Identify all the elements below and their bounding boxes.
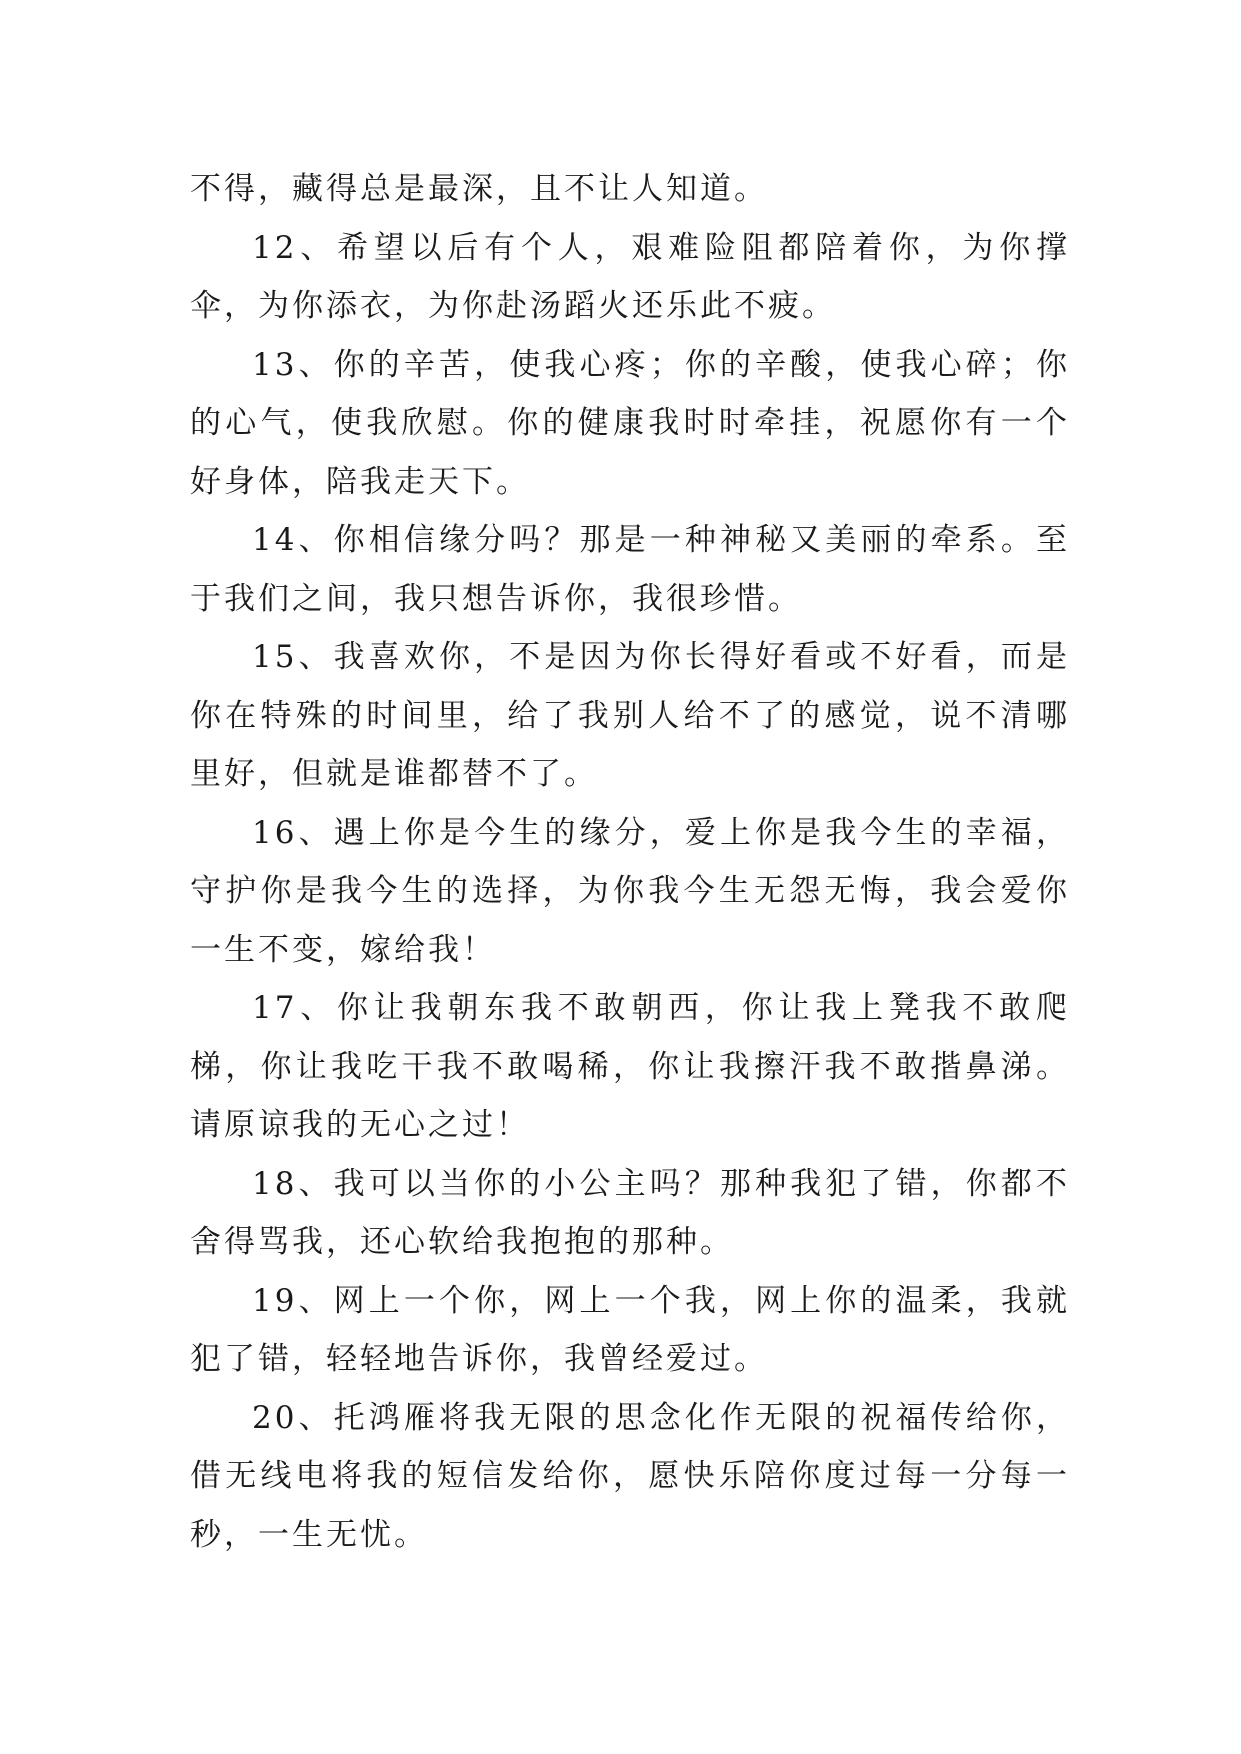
paragraph-continuation: 不得，藏得总是最深，且不让人知道。 bbox=[190, 171, 768, 207]
paragraph-item-14: 14、你相信缘分吗？那是一种神秘又美丽的牵系。至于我们之间，我只想告诉你，我很珍惜。 bbox=[190, 522, 1070, 617]
paragraph-item-20: 20、托鸿雁将我无限的思念化作无限的祝福传给你，借无线电将我的短信发给你，愿快乐陪你度过每一分每一秒，一生无忧。 bbox=[190, 1399, 1070, 1553]
paragraph-item-17: 17、你让我朝东我不敢朝西，你让我上凳我不敢爬梯，你让我吃干我不敢喝稀，你让我擦汗我不敢揩鼻涕。请原谅我的无心之过！ bbox=[190, 990, 1070, 1143]
paragraph-item-16: 16、遇上你是今生的缘分，爱上你是我今生的幸福，守护你是我今生的选择，为你我今生无怨无悔，我会爱你一生不变，嫁给我！ bbox=[190, 814, 1070, 968]
document-body bbox=[190, 160, 1070, 1564]
paragraph-item-19: 19、网上一个你，网上一个我，网上你的温柔，我就犯了错，轻轻地告诉你，我曾经爱过。 bbox=[190, 1282, 1070, 1377]
paragraph-item-15: 15、我喜欢你，不是因为你长得好看或不好看，而是你在特殊的时间里，给了我别人给不了的感觉，说不清哪里好，但就是谁都替不了。 bbox=[190, 639, 1070, 792]
paragraph-item-13: 13、你的辛苦，使我心疼；你的辛酸，使我心碎；你的心气，使我欣慰。你的健康我时时牵挂，祝愿你有一个好身体，陪我走天下。 bbox=[190, 346, 1070, 500]
paragraph-item-18: 18、我可以当你的小公主吗？那种我犯了错，你都不舍得骂我，还心软给我抱抱的那种。 bbox=[190, 1165, 1070, 1260]
paragraph-item-12: 12、希望以后有个人，艰难险阻都陪着你，为你撑伞，为你添衣，为你赴汤蹈火还乐此不疲。 bbox=[190, 229, 1070, 324]
